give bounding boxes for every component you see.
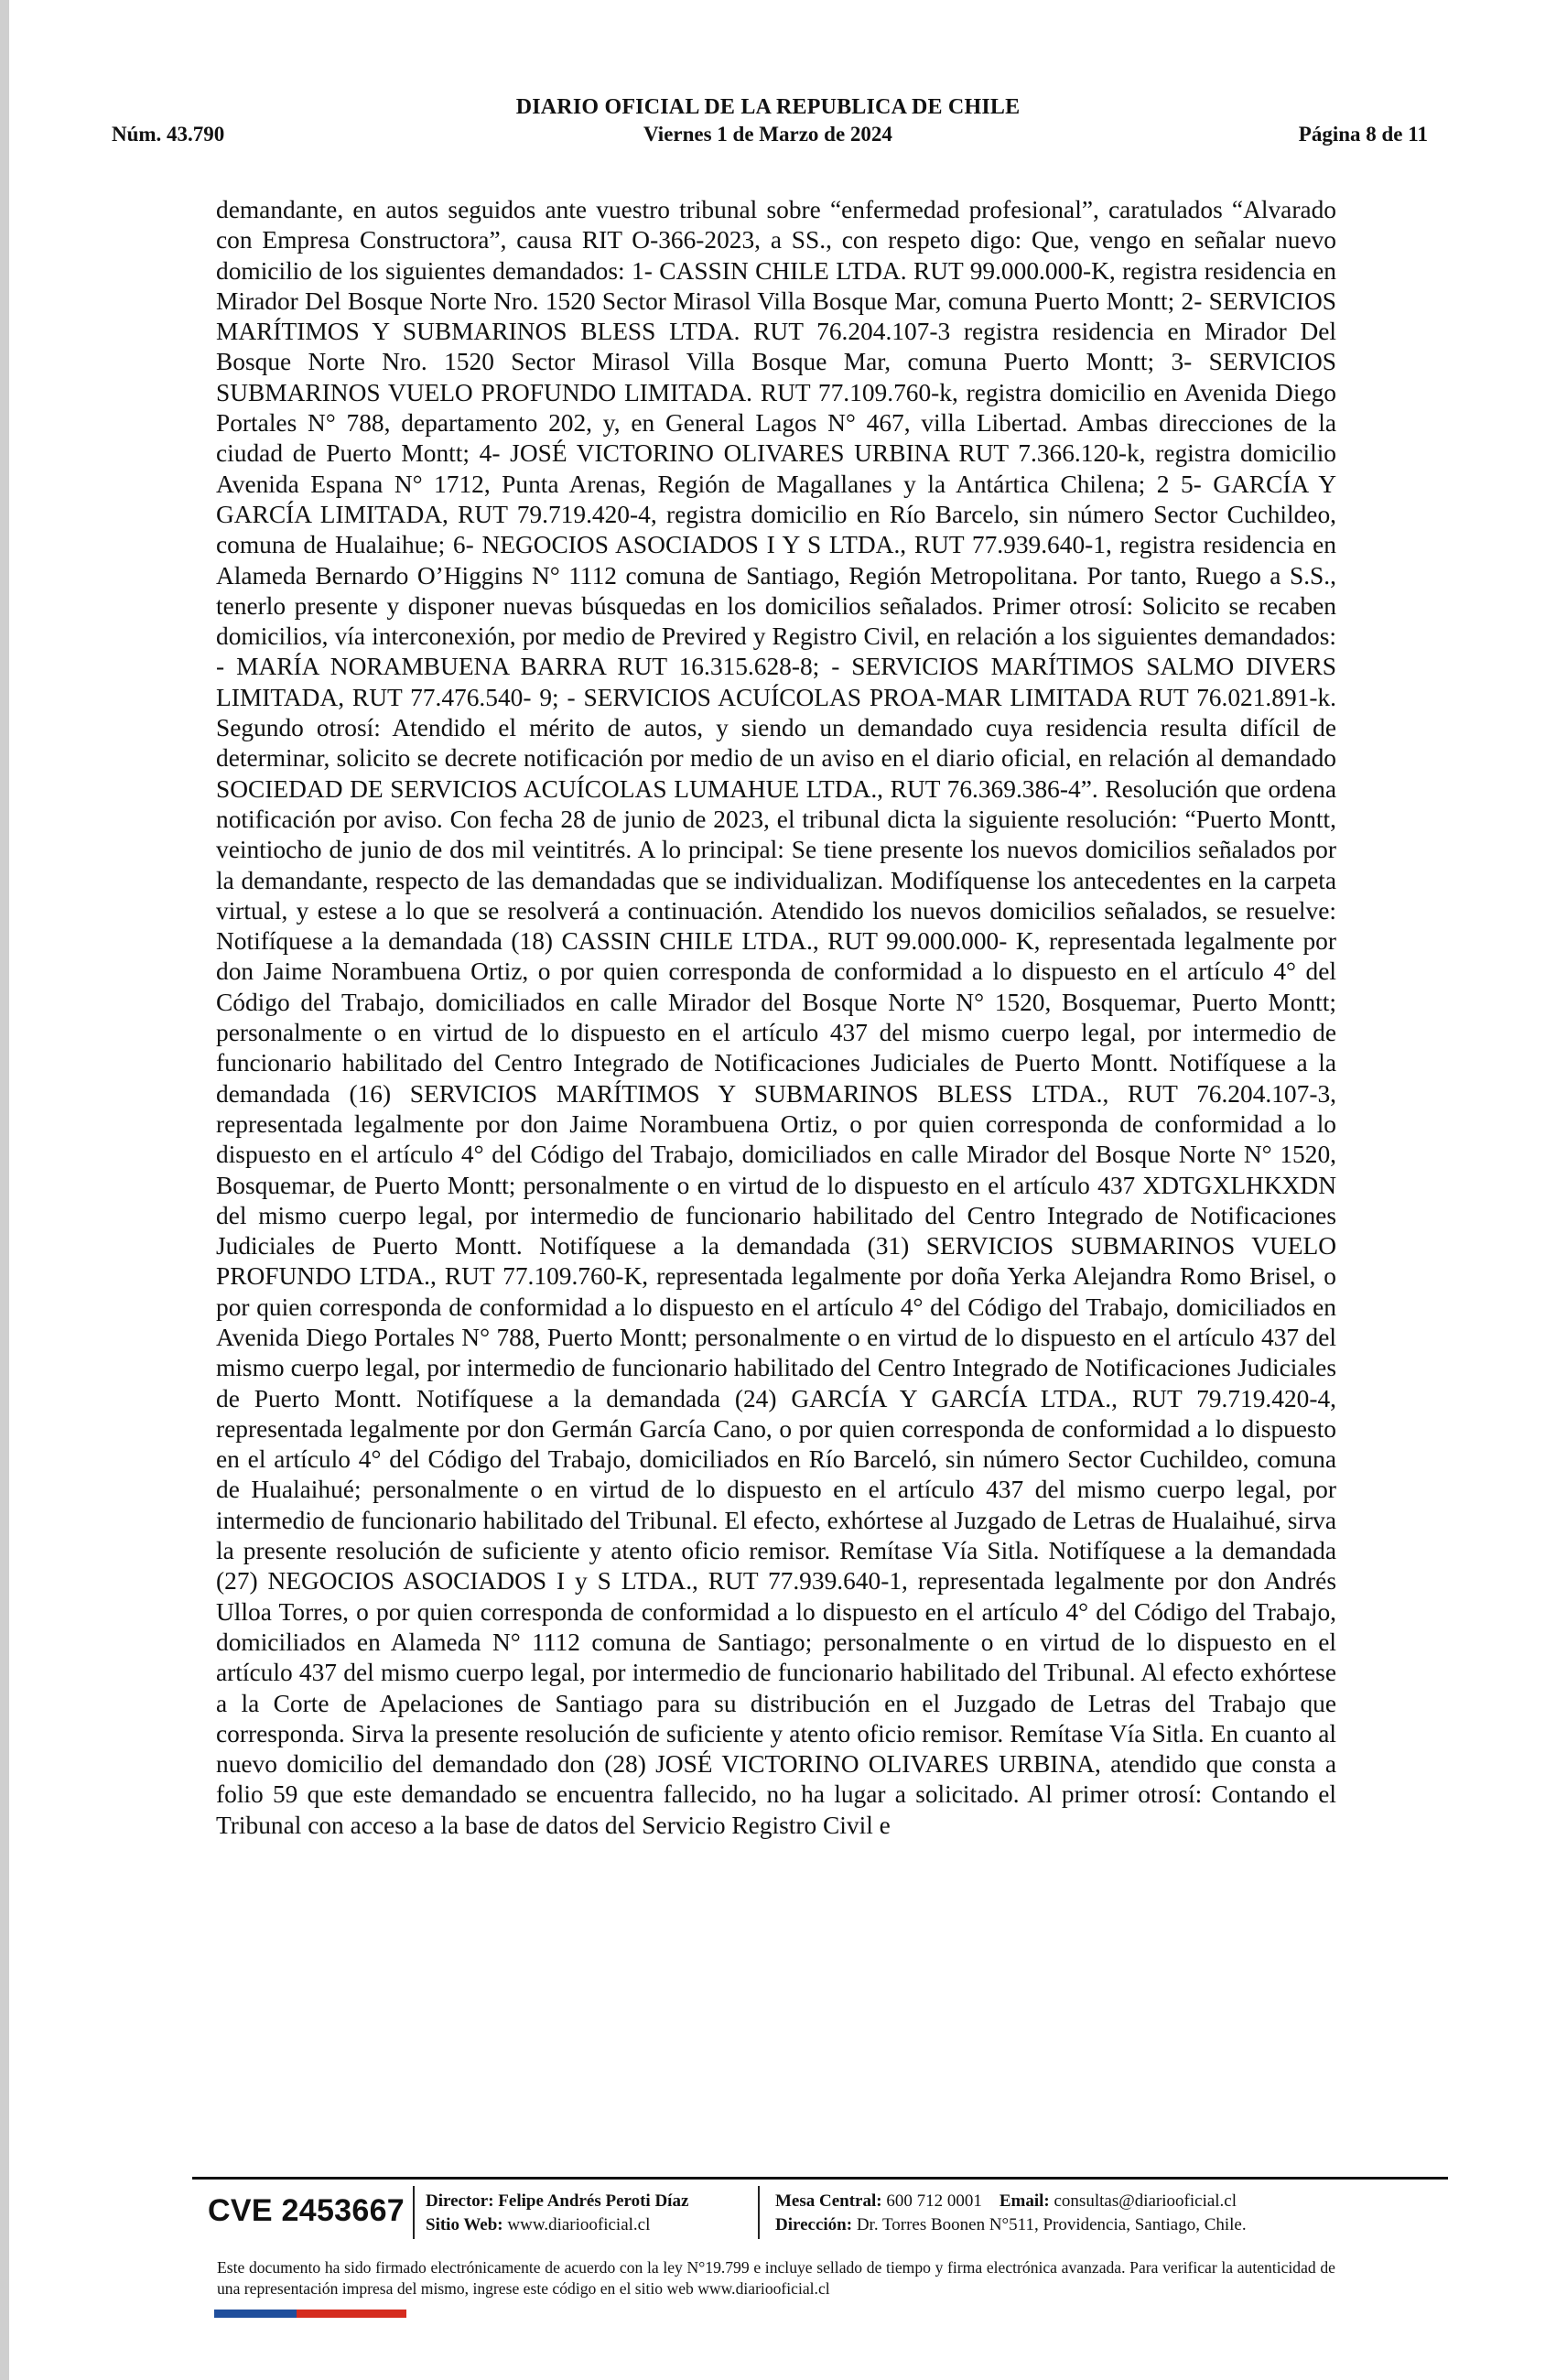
page-edge — [0, 0, 9, 2380]
contact-line — [775, 2190, 1247, 2213]
body-paragraph: demandante, en autos seguidos ante vuestro tribunal sobre “enfermedad profesional”, caratulados “Alvarado con Empresa Constructora”, causa RIT O-366-2023, a SS., con respeto digo: Que, vengo en señalar nuevo domicilio de los siguientes demandados: 1- CASSIN CHILE LTDA. RUT 99.000.000-K, registra residencia en Mirador Del Bosque Norte Nro. 1520 Sector Mirasol Villa Bosque Mar, comuna Puerto Montt; 2- SERVICIOS MARÍTIMOS Y SUBMARINOS BLESS LTDA. RUT 76.204.107-3 registra residencia en Mirador Del Bosque Norte Nro. 1520 Sector Mirasol Villa Bosque Mar, comuna Puerto Montt; 3- SERVICIOS SUBMARINOS VUELO PROFUNDO LIMITADA. RUT 77.109.760-k, registra domicilio en Avenida Diego Portales N° 788, departamento 202, y, en General Lagos N° 467, villa Libertad. Ambas direcciones de la ciudad de Puerto Montt; 4- JOSÉ VICTORINO OLIVARES URBINA RUT 7.366.120-k, registra domicilio Avenida Espana N° 1712, Punta Arenas, Región de Magallanes y la Antártica Chilena; 2 5- GARCÍA Y GARCÍA LIMITADA, RUT 79.719.420-4, registra domicilio en Río Barcelo, sin número Sector Cuchildeo, comuna de Hualaihue; 6- NEGOCIOS ASOCIADOS I Y S LTDA., RUT 77.939.640-1, registra residencia en Alameda Bernardo O’Higgins N° 1112 comuna de Santiago, Región Metropolitana. Por tanto, Ruego a S.S., tenerlo presente y disponer nuevas búsquedas en los domicilios señalados. Primer otrosí: Solicito se recaben domicilios, vía interconexión, por medio de Previred y Registro Civil, en relación a los siguientes demandados: - MARÍA NORAMBUENA BARRA RUT 16.315.628-8; - SERVICIOS MARÍTIMOS SALMO DIVERS LIMITADA, RUT 77.476.540- 9; - SERVICIOS ACUÍCOLAS PROA-MAR LIMITADA RUT 76.021.891-k. Segundo otrosí: Atendido el mérito de autos, y siendo un demandado cuya residencia resulta difícil de determinar, solicito se decrete notificación por medio de un aviso en el diario oficial, en relación al demandado SOCIEDAD DE SERVICIOS ACUÍCOLAS LUMAHUE LTDA., RUT 76.369.386-4”. Resolución que ordena notificación por aviso. Con fecha 28 de junio de 2023, el tribunal dicta la siguiente resolución: “Puerto Montt, veintiocho de junio de dos mil veintitrés. A lo principal: Se tiene presente los nuevos domicilios señalados por la demandante, respecto de las demandadas que se individualizan. Modifíquense los antecedentes en la carpeta virtual, y estese a lo que se resolverá a continuación. Atendido los nuevos domicilios señalados, se resuelve: Notifíquese a la demandada (18) CASSIN CHILE LTDA., RUT 99.000.000- K, representada legalmente por don Jaime Norambuena Ortiz, o por quien corresponda de conformidad a lo dispuesto en el artículo 4° del Código del Trabajo, domiciliados en calle Mirador del Bosque Norte N° 1520, Bosquemar, Puerto Montt; personalmente o en virtud de lo dispuesto en el artículo 437 del mismo cuerpo legal, por intermedio de funcionario habilitado del Centro Integrado de Notificaciones Judiciales de Puerto Montt. Notifíquese a la demandada (16) SERVICIOS MARÍTIMOS Y SUBMARINOS BLESS LTDA., RUT 76.204.107-3, representada legalmente por don Jaime Norambuena Ortiz, o por quien corresponda de conformidad a lo dispuesto en el artículo 4° del Código del Trabajo, domiciliados en calle Mirador del Bosque Norte N° 1520, Bosquemar, de Puerto Montt; personalmente o en virtud de lo dispuesto en el artículo 437 XDTGXLHKXDN del mismo cuerpo legal, por intermedio de funcionario habilitado del Centro Integrado de Notificaciones Judiciales de Puerto Montt. Notifíquese a la demandada (31) SERVICIOS SUBMARINOS VUELO PROFUNDO LTDA., RUT 77.109.760-K, representada legalmente por doña Yerka Alejandra Romo Brisel, o por quien corresponda de conformidad a lo dispuesto en el artículo 4° del Código del Trabajo, domiciliados en Avenida Diego Portales N° 788, Puerto Montt; personalmente o en virtud de lo dispuesto en el artículo 437 del mismo cuerpo legal, por intermedio de funcionario habilitado del Centro Integrado de Notificaciones Judiciales de Puerto Montt. Notifíquese a la demandada (24) GARCÍA Y GARCÍA LTDA., RUT 79.719.420-4, representada legalmente por don Germán García Cano, o por quien corresponda de conformidad a lo dispuesto en el artículo 4° del Código del Trabajo, domiciliados en Río Barceló, sin número Sector Cuchildeo, comuna de Hualaihué; personalmente o en virtud de lo dispuesto en el artículo 437 del mismo cuerpo legal, por intermedio de funcionario habilitado del Tribunal. El efecto, exhórtese al Juzgado de Letras de Hualaihué, sirva la presente resolución de suficiente y atento oficio remisor. Remítase Vía Sitla. Notifíquese a la demandada (27) NEGOCIOS ASOCIADOS I y S LTDA., RUT 77.939.640-1, representada legalmente por don Andrés Ulloa Torres, o por quien corresponda de conformidad a lo dispuesto en el artículo 4° del Código del Trabajo, domiciliados en Alameda N° 1112 comuna de Santiago; personalmente o en virtud de lo dispuesto en el artículo 437 del mismo cuerpo legal, por intermedio de funcionario habilitado del Tribunal. Al efecto exhórtese a la Corte de Apelaciones de Santiago para su distribución en el Juzgado de Letras del Trabajo que corresponda. Sirva la presente resolución de suficiente y atento oficio remisor. Remítase Vía Sitla. En cuanto al nuevo domicilio del demandado don (28) JOSÉ VICTORINO OLIVARES URBINA, atendido que consta a folio 59 que este demandado se encuentra fallecido, no ha lugar a solicitado. Al primer otrosí: Contando el Tribunal con acceso a la base de datos del Servicio Registro Civil e — [216, 196, 1336, 1839]
issue-date: Viernes 1 de Marzo de 2024 — [643, 123, 892, 146]
director-label: Director: — [426, 2191, 494, 2211]
cve-code: CVE 2453667 — [208, 2193, 405, 2228]
flag-blue-segment — [214, 2310, 297, 2318]
address-value: Dr. Torres Boonen N°511, Providencia, Santiago, Chile. — [856, 2215, 1247, 2234]
footer-contact-block — [775, 2190, 1247, 2237]
flag-red-segment — [297, 2310, 406, 2318]
director-name: Felipe Andrés Peroti Díaz — [498, 2191, 689, 2211]
footer-separator — [758, 2186, 760, 2239]
issue-number: Núm. 43.790 — [112, 123, 225, 146]
footer-divider — [192, 2177, 1448, 2180]
mesa-label: Mesa Central: — [775, 2191, 882, 2211]
page-header — [108, 95, 1428, 150]
email-address[interactable]: consultas@diariooficial.cl — [1054, 2191, 1237, 2211]
chile-flag-bar — [214, 2310, 406, 2318]
director-line — [426, 2190, 688, 2213]
site-url[interactable]: www.diariooficial.cl — [507, 2215, 651, 2234]
site-label: Sitio Web: — [426, 2215, 503, 2234]
address-line — [775, 2213, 1247, 2237]
newspaper-title: DIARIO OFICIAL DE LA REPUBLICA DE CHILE — [515, 95, 1021, 119]
site-line — [426, 2213, 688, 2237]
page-number: Página 8 de 11 — [1298, 123, 1428, 146]
footer-director-block — [426, 2190, 688, 2237]
footer-separator — [413, 2186, 415, 2239]
address-label: Dirección: — [775, 2215, 853, 2234]
email-label: Email: — [999, 2191, 1050, 2211]
mesa-phone: 600 712 0001 — [886, 2191, 982, 2211]
page-footer — [206, 2186, 1451, 2241]
signature-notice: Este documento ha sido firmado electrónicamente de acuerdo con la ley N°19.799 e incluye sellado de tiempo y firma electrónica avanzada. Para verificar la autenticidad de una representación impresa del mismo, ingrese este código en el sitio web www.diariooficial.cl — [217, 2258, 1335, 2298]
